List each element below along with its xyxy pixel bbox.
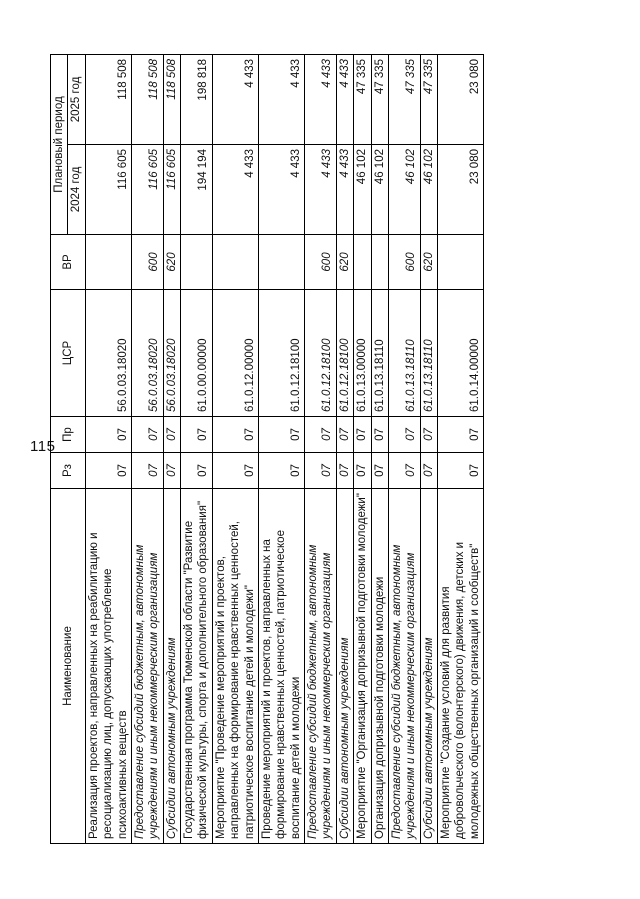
cell-2024: 4 433: [336, 145, 353, 235]
cell-name: Предоставление субсидий бюджетным, автономным учреждениям и иным некоммерческим организациям: [388, 489, 420, 844]
cell-name: Субсидии автономным учреждениям: [336, 489, 353, 844]
table-row: [388, 54, 420, 843]
cell-csr: 61.0.00.00000: [181, 290, 213, 417]
cell-csr: 61.0.12.18100: [258, 290, 304, 417]
table-row: [212, 54, 258, 843]
cell-2025: 47 335: [354, 54, 371, 144]
cell-name: Государственная программа Тюменской области "Развитие физической культуры, спорта и дополнительного образования": [181, 489, 213, 844]
cell-pr: 07: [131, 417, 163, 453]
cell-name: Мероприятие "Проведение мероприятий и проектов, направленных на формирование нравственных ценностей, патриотическое воспитание детей и молодежи": [212, 489, 258, 844]
cell-pr: 07: [305, 417, 337, 453]
cell-vr: 620: [336, 235, 353, 290]
cell-csr: 61.0.13.18110: [388, 290, 420, 417]
cell-name: Реализация проектов, направленных на реабилитацию и ресоциализацию лиц, допускающих употребление психоактивных веществ: [85, 489, 131, 844]
cell-csr: 61.0.12.00000: [212, 290, 258, 417]
cell-2024: 194 194: [181, 145, 213, 235]
table-row: [258, 54, 304, 843]
cell-2024: 4 433: [258, 145, 304, 235]
table-body: [85, 54, 483, 843]
cell-pr: 07: [85, 417, 131, 453]
cell-rz: 07: [388, 453, 420, 489]
cell-rz: 07: [438, 453, 484, 489]
cell-pr: 07: [212, 417, 258, 453]
cell-2025: 118 508: [85, 54, 131, 144]
cell-vr: [181, 235, 213, 290]
table-row: [163, 54, 180, 843]
cell-2024: 116 605: [85, 145, 131, 235]
budget-table-sheet: [50, 55, 589, 844]
page-number: 115: [30, 438, 56, 455]
cell-2025: 4 433: [305, 54, 337, 144]
cell-csr: 61.0.13.00000: [354, 290, 371, 417]
cell-2025: 118 508: [163, 54, 180, 144]
cell-2025: 23 080: [438, 54, 484, 144]
table-row: [336, 54, 353, 843]
cell-2025: 4 433: [336, 54, 353, 144]
cell-csr: 56.0.03.18020: [163, 290, 180, 417]
cell-vr: [258, 235, 304, 290]
cell-csr: 61.0.12.18100: [336, 290, 353, 417]
cell-rz: 07: [131, 453, 163, 489]
cell-name: Организация допризывной подготовки молодежи: [371, 489, 388, 844]
cell-rz: 07: [336, 453, 353, 489]
cell-rz: 07: [420, 453, 437, 489]
cell-rz: 07: [371, 453, 388, 489]
cell-rz: 07: [181, 453, 213, 489]
cell-2024: 4 433: [305, 145, 337, 235]
table-row: [181, 54, 213, 843]
cell-vr: [354, 235, 371, 290]
cell-rz: 07: [305, 453, 337, 489]
cell-vr: [438, 235, 484, 290]
cell-pr: 07: [388, 417, 420, 453]
cell-2025: 4 433: [258, 54, 304, 144]
cell-2024: 46 102: [388, 145, 420, 235]
cell-2025: 118 508: [131, 54, 163, 144]
cell-2025: 4 433: [212, 54, 258, 144]
cell-2024: 116 605: [163, 145, 180, 235]
cell-csr: 61.0.13.18110: [420, 290, 437, 417]
cell-pr: 07: [354, 417, 371, 453]
cell-rz: 07: [163, 453, 180, 489]
budget-table: [50, 54, 484, 844]
cell-vr: 600: [388, 235, 420, 290]
header-name: Наименование: [51, 489, 86, 844]
table-row: [438, 54, 484, 843]
cell-vr: [371, 235, 388, 290]
cell-pr: 07: [181, 417, 213, 453]
header-plan-period: Плановый период: [51, 54, 68, 234]
cell-vr: 600: [131, 235, 163, 290]
cell-name: Проведение мероприятий и проектов, направленных на формирование нравственных ценностей, патриотическое воспитание детей и молодежи: [258, 489, 304, 844]
cell-rz: 07: [85, 453, 131, 489]
header-year-2025: 2025 год: [68, 54, 85, 144]
table-row: [354, 54, 371, 843]
cell-rz: 07: [354, 453, 371, 489]
cell-csr: 61.0.12.18100: [305, 290, 337, 417]
cell-name: Предоставление субсидий бюджетным, автономным учреждениям и иным некоммерческим организациям: [131, 489, 163, 844]
table-row: [371, 54, 388, 843]
header-year-2024: 2024 год: [68, 145, 85, 235]
cell-vr: 600: [305, 235, 337, 290]
cell-pr: 07: [371, 417, 388, 453]
cell-2024: 23 080: [438, 145, 484, 235]
cell-2025: 47 335: [388, 54, 420, 144]
cell-2025: 47 335: [371, 54, 388, 144]
cell-csr: 56.0.03.18020: [131, 290, 163, 417]
cell-2025: 198 818: [181, 54, 213, 144]
cell-pr: 07: [258, 417, 304, 453]
cell-rz: 07: [212, 453, 258, 489]
cell-name: Субсидии автономным учреждениям: [163, 489, 180, 844]
cell-csr: 56.0.03.18020: [85, 290, 131, 417]
cell-name: Субсидии автономным учреждениям: [420, 489, 437, 844]
header-pr: Пр: [51, 417, 86, 453]
table-row: [420, 54, 437, 843]
cell-2024: 46 102: [371, 145, 388, 235]
header-vr: ВР: [51, 235, 86, 290]
cell-vr: 620: [420, 235, 437, 290]
table-row: [131, 54, 163, 843]
cell-2024: 46 102: [354, 145, 371, 235]
cell-rz: 07: [258, 453, 304, 489]
cell-name: Мероприятие "Организация допризывной подготовки молодежи": [354, 489, 371, 844]
cell-2024: 46 102: [420, 145, 437, 235]
cell-name: Предоставление субсидий бюджетным, автономным учреждениям и иным некоммерческим организациям: [305, 489, 337, 844]
cell-vr: 620: [163, 235, 180, 290]
header-rz: Рз: [51, 453, 86, 489]
cell-2024: 4 433: [212, 145, 258, 235]
cell-2025: 47 335: [420, 54, 437, 144]
header-csr: ЦСР: [51, 290, 86, 417]
cell-vr: [85, 235, 131, 290]
cell-csr: 61.0.14.00000: [438, 290, 484, 417]
cell-vr: [212, 235, 258, 290]
cell-pr: 07: [163, 417, 180, 453]
cell-name: Мероприятие "Создание условий для развития добровольческого (волонтерского) движения, детских и молодежных общественных организаций и сообществ": [438, 489, 484, 844]
cell-pr: 07: [420, 417, 437, 453]
cell-pr: 07: [336, 417, 353, 453]
table-row: [305, 54, 337, 843]
cell-csr: 61.0.13.18110: [371, 290, 388, 417]
cell-pr: 07: [438, 417, 484, 453]
table-row: [85, 54, 131, 843]
cell-2024: 116 605: [131, 145, 163, 235]
